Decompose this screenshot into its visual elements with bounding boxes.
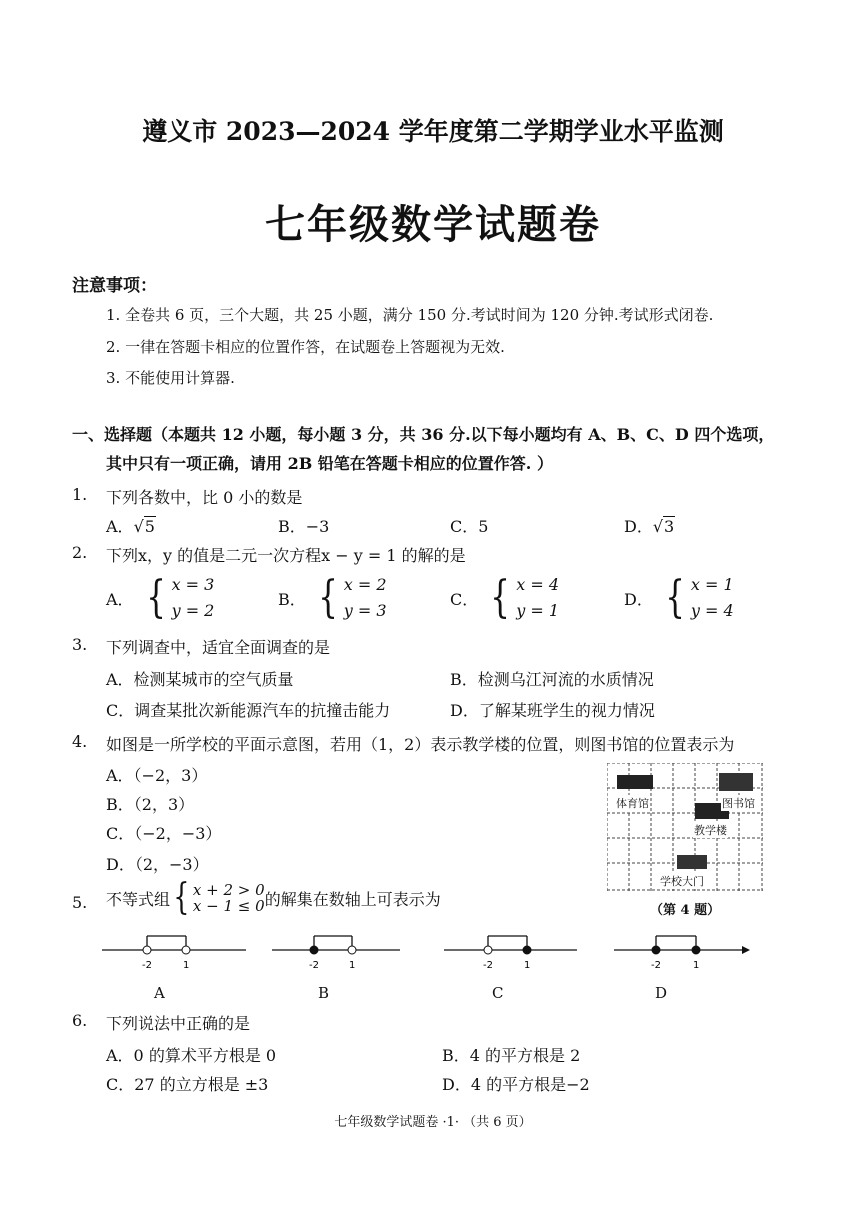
map-grid [607,763,763,891]
q3-option-b: B．检测乌江河流的水质情况 [450,670,654,689]
q4-option-a: A．（−2，3） [106,766,208,785]
notice-heading: 注意事项： [72,276,157,296]
notice-item-1: 1. 全卷共 6 页，三个大题，共 25 小题，满分 150 分.考试时间为 120 分钟.考试形式闭卷. [106,306,714,324]
exam-title-line1: 遵义市 2023—2024 学年度第二学期学业水平监测 [142,117,724,146]
tick-label-1: 1 [183,960,190,971]
q4-option-b: B．（2，3） [106,795,195,814]
q4-option-c: C．（−2，−3） [106,824,222,843]
q2-option-c: C． { x = 4 y = 1 [450,572,560,623]
tick-label-neg2: -2 [483,960,493,971]
notice-item-2: 2. 一律在答题卡相应的位置作答，在试题卷上答题视为无效. [106,338,505,356]
q5-numberline-d [612,928,752,972]
q6-option-b: B．4 的平方根是 2 [442,1046,581,1065]
q5-option-a-label: A [154,984,165,1002]
tick-label-neg2: -2 [651,960,661,971]
q4-stem: 如图是一所学校的平面示意图，若用（1，2）表示教学楼的位置，则图书馆的位置表示为 [106,735,735,754]
tick-label-1: 1 [693,960,700,971]
q3-number: 3. [72,635,88,654]
tick-label-neg2: -2 [142,960,152,971]
q4-option-d: D．（2，−3） [106,855,209,874]
q5-option-c-label: C [492,984,504,1002]
q2-option-b: B． { x = 2 y = 3 [278,572,387,623]
q3-stem: 下列调查中，适宜全面调查的是 [106,638,331,657]
q4-school-map [607,763,763,891]
page-footer: 七年级数学试题卷 ·1· （共 6 页） [334,1115,532,1130]
q5-stem: 不等式组 { x + 2 > 0 x − 1 ≤ 0 的解集在数轴上可表示为 [106,877,441,918]
q2-number: 2. [72,543,88,562]
q5-numberline-b [270,928,420,972]
q2-option-a: A． { x = 3 y = 2 [106,572,215,623]
map-label-teaching: 教学楼 [694,824,727,837]
q1-option-a: A．√5 [106,517,155,536]
q3-option-a: A．检测某城市的空气质量 [106,670,294,689]
exam-title-line2: 七年级数学试题卷 [265,201,601,248]
tick-label-neg2: -2 [309,960,319,971]
section1-instructions-line2: 其中只有一项正确，请用 2B 铅笔在答题卡相应的位置作答. ） [106,454,553,473]
q5-option-d-label: D [655,984,668,1002]
q6-option-a: A．0 的算术平方根是 0 [106,1046,277,1065]
map-label-gate: 学校大门 [660,875,704,888]
q1-number: 1. [72,485,88,504]
map-label-library: 图书馆 [722,797,755,810]
notice-item-3: 3. 不能使用计算器. [106,369,235,387]
q1-option-c: C．5 [450,517,489,536]
q1-option-b: B．−3 [278,517,330,536]
tick-label-1: 1 [349,960,356,971]
q4-number: 4. [72,732,88,751]
q6-option-c: C．27 的立方根是 ±3 [106,1075,269,1094]
section1-instructions-line1: 一、选择题（本题共 12 小题，每小题 3 分，共 36 分.以下每小题均有 A、B、C、D 四个选项， [72,425,775,444]
q6-stem: 下列说法中正确的是 [106,1014,251,1033]
q6-number: 6. [72,1011,88,1030]
q2-stem: 下列x，y 的值是二元一次方程x − y = 1 的解的是 [106,546,466,565]
q5-numberline-c [442,928,592,972]
q5-numberline-a [100,928,250,972]
q5-option-b-label: B [318,984,330,1002]
q4-figure-caption: （第 4 题） [650,903,721,918]
tick-label-1: 1 [524,960,531,971]
q3-option-d: D．了解某班学生的视力情况 [450,701,655,720]
q3-option-c: C．调查某批次新能源汽车的抗撞击能力 [106,701,391,720]
q1-stem: 下列各数中，比 0 小的数是 [106,488,303,507]
q6-option-d: D．4 的平方根是−2 [442,1075,590,1094]
q2-option-d: D． { x = 1 y = 4 [624,572,734,623]
q1-option-d: D．√3 [624,517,675,536]
map-label-gym: 体育馆 [616,797,649,810]
q5-number: 5. [72,893,88,912]
